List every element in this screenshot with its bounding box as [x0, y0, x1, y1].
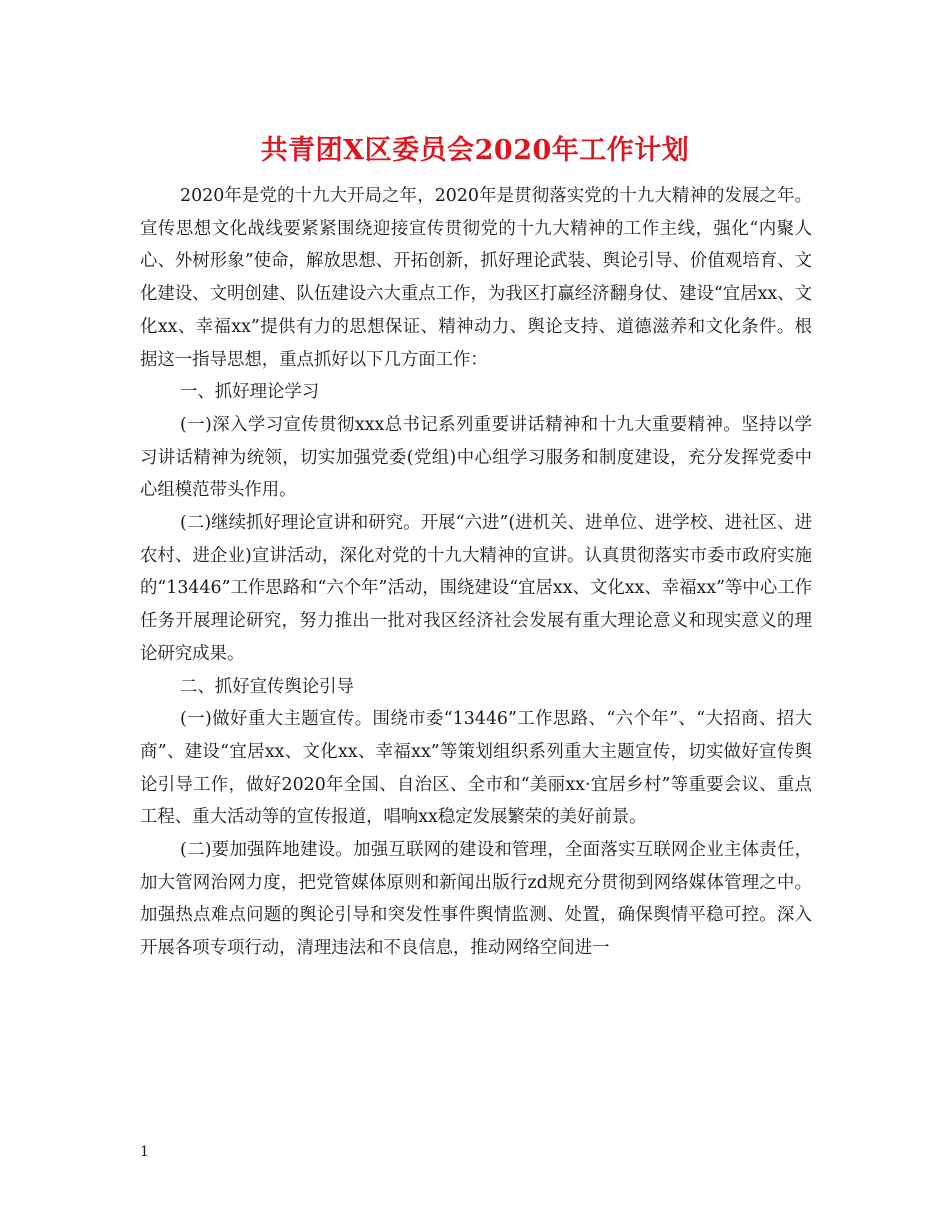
- paragraph: (二)继续抓好理论宣讲和研究。开展“六进”(进机关、进单位、进学校、进社区、进农村、进企业)宣讲活动，深化对党的十九大精神的宣讲。认真贯彻落实市委市政府实施的“13446”工作思路和“六个年”活动，围绕建设“宜居xx、文化xx、幸福xx”等中心工作任务开展理论研究，努力推出一批对我区经济社会发展有重大理论意义和现实意义的理论研究成果。: [140, 513, 812, 664]
- document-body: [140, 180, 812, 965]
- section-heading: 二、抓好宣传舆论引导: [180, 676, 354, 697]
- paragraph: (一)做好重大主题宣传。围绕市委“13446”工作思路、“六个年”、“大招商、招大商”、建设“宜居xx、文化xx、幸福xx”等策划组织系列重大主题宣传，切实做好宣传舆论引导工作，做好2020年全国、自治区、全市和“美丽xx·宜居乡村”等重要会议、重点工程、重大活动等的宣传报道，唱响xx稳定发展繁荣的美好前景。: [140, 709, 812, 828]
- section-heading: 一、抓好理论学习: [180, 382, 320, 403]
- paragraph: (一)深入学习宣传贯彻xxx总书记系列重要讲话精神和十九大重要精神。坚持以学习讲话精神为统领，切实加强党委(党组)中心组学习服务和制度建设，充分发挥党委中心组模范带头作用。: [140, 414, 812, 501]
- paragraph: (二)要加强阵地建设。加强互联网的建设和管理，全面落实互联网企业主体责任，加大管网治网力度，把党管媒体原则和新闻出版行zd规充分贯彻到网络媒体管理之中。加强热点难点问题的舆论引导和突发性事件舆情监测、处置，确保舆情平稳可控。深入开展各项专项行动，清理违法和不良信息，推动网络空间进一: [140, 840, 812, 959]
- document-title: 共青团X区委员会2020年工作计划: [260, 135, 690, 166]
- page-number: 1: [140, 1144, 149, 1160]
- paragraph: 2020年是党的十九大开局之年，2020年是贯彻落实党的十九大精神的发展之年。宣传思想文化战线要紧紧围绕迎接宣传贯彻党的十九大精神的工作主线，强化“内聚人心、外树形象”使命，解放思想、开拓创新，抓好理论武装、舆论引导、价值观培育、文化建设、文明创建、队伍建设六大重点工作，为我区打赢经济翻身仗、建设“宜居xx、文化xx、幸福xx”提供有力的思想保证、精神动力、舆论支持、道德滋养和文化条件。根据这一指导思想，重点抓好以下几方面工作：: [140, 186, 812, 370]
